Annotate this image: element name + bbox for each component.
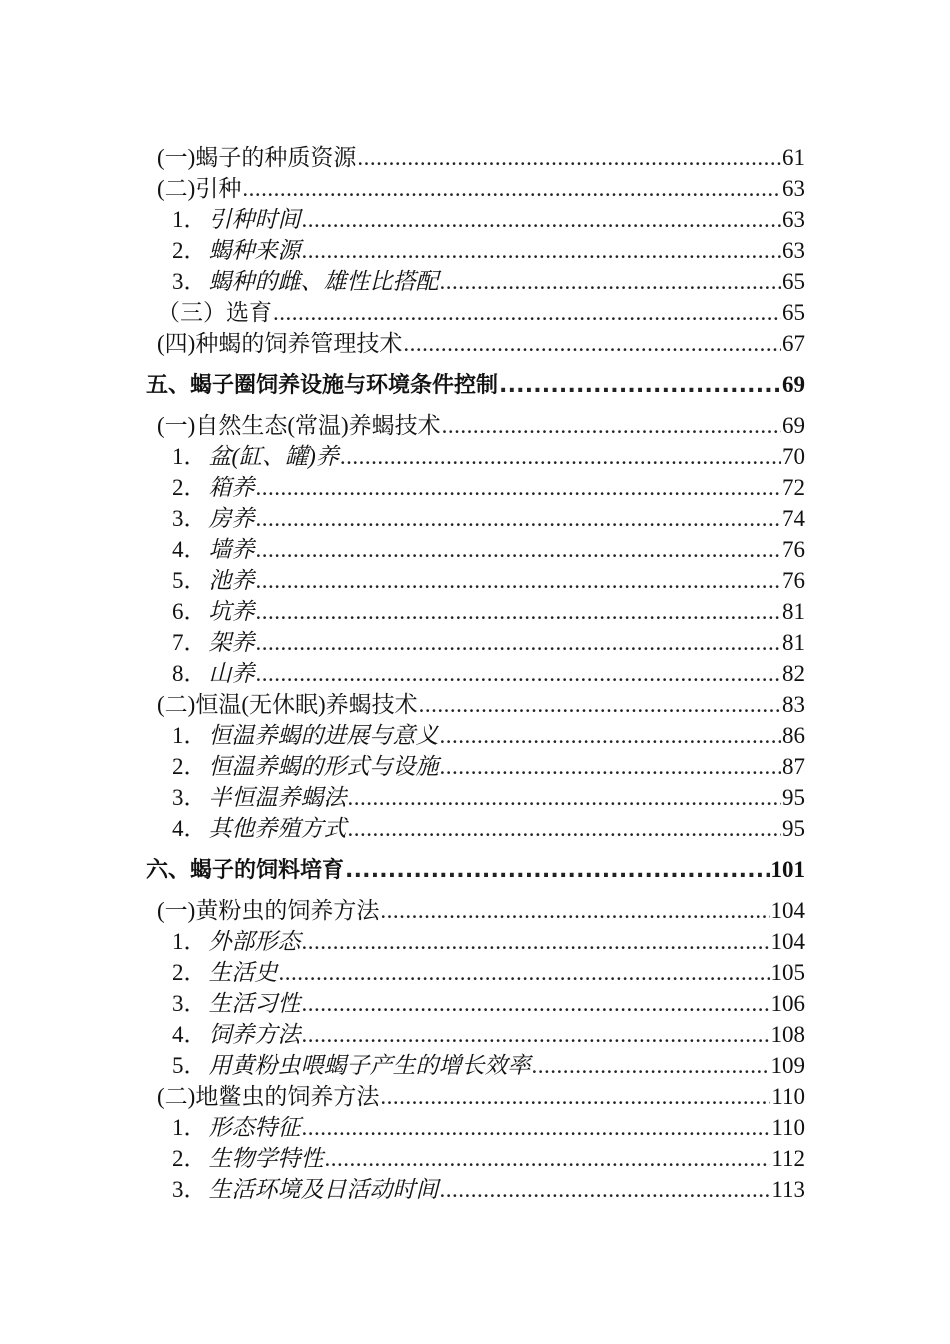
toc-entry-number: 3．	[172, 506, 207, 531]
dot-leader	[403, 328, 781, 359]
dot-leader	[302, 988, 770, 1019]
dot-leader	[440, 751, 782, 782]
toc-entry-title	[172, 204, 301, 235]
toc-page-number: 69	[782, 413, 805, 438]
toc-item	[172, 235, 805, 266]
toc-item	[172, 1174, 805, 1205]
dot-leader	[256, 472, 782, 503]
toc-entry-text: 半恒温养蝎法	[208, 785, 347, 810]
dot-leader	[302, 1019, 770, 1050]
toc-entry-number: 4．	[172, 1022, 207, 1047]
toc-page-number: 74	[782, 506, 805, 531]
toc-page-number: 69	[782, 372, 805, 397]
toc-entry-title	[157, 689, 418, 720]
toc-page-number: 70	[782, 444, 805, 469]
toc-entry-number: 4．	[172, 816, 207, 841]
toc-chapter	[146, 854, 805, 885]
toc-item	[172, 1143, 805, 1174]
toc-page-number: 101	[770, 857, 805, 882]
toc-page-number: 105	[770, 960, 805, 985]
dot-leader	[256, 596, 782, 627]
toc-entry-number: 1．	[172, 1115, 207, 1140]
toc-item	[172, 751, 805, 782]
toc-entry-text: (二)引种	[157, 176, 242, 201]
toc-entry-title	[157, 142, 356, 173]
toc-page-number: 95	[782, 785, 805, 810]
toc-item	[172, 1112, 805, 1143]
toc-entry-text: (四)种蝎的饲养管理技术	[157, 331, 403, 356]
toc-entry-text: 生物学特性	[208, 1146, 324, 1171]
dot-leader	[279, 957, 770, 988]
toc-page-number: 109	[770, 1053, 805, 1078]
toc-entry-text: 其他养殖方式	[208, 816, 347, 841]
toc-entry-title	[172, 627, 255, 658]
toc-item	[172, 441, 805, 472]
toc-entry-number: 2．	[172, 1146, 207, 1171]
toc-page-number: 83	[782, 692, 805, 717]
toc-entry-title	[172, 441, 339, 472]
dot-leader	[302, 204, 782, 235]
toc-entry-title	[172, 596, 255, 627]
toc-entry-number: 2．	[172, 960, 207, 985]
toc-page-number: 61	[782, 145, 805, 170]
toc-section	[157, 689, 805, 720]
toc-entry-text: 山养	[208, 661, 255, 686]
toc-entry-title	[157, 328, 402, 359]
toc-item	[172, 534, 805, 565]
toc-entry-title	[172, 1019, 301, 1050]
toc-page-number: 112	[771, 1146, 805, 1171]
toc-entry-text: 箱养	[208, 475, 255, 500]
toc-entry-title	[157, 173, 241, 204]
toc-entry-number: 5．	[172, 1053, 207, 1078]
toc-entry-text: 生活习性	[208, 991, 301, 1016]
toc-item	[172, 957, 805, 988]
toc-entry-title	[146, 855, 344, 886]
toc-item	[172, 503, 805, 534]
dot-leader	[419, 689, 781, 720]
dot-leader	[273, 297, 781, 328]
toc-entry-title	[172, 235, 301, 266]
toc-entry-title	[172, 1112, 301, 1143]
toc-entry-text: 六、蝎子的饲料培育	[146, 858, 345, 883]
dot-leader	[440, 266, 782, 297]
dot-leader	[380, 895, 769, 926]
toc-entry-text: 引种时间	[208, 207, 301, 232]
toc-entry-text: (二)恒温(无休眠)养蝎技术	[157, 692, 418, 717]
toc-entry-title	[172, 266, 439, 297]
toc-section	[157, 328, 805, 359]
toc-entry-title	[172, 1174, 439, 1205]
toc-entry-text: (二)地鳖虫的饲养方法	[157, 1084, 380, 1109]
toc-page-number: 86	[782, 723, 805, 748]
toc-item	[172, 658, 805, 689]
toc-entry-text: (一)黄粉虫的饲养方法	[157, 898, 380, 923]
toc-entry-text: 房养	[208, 506, 255, 531]
toc-entry-number: 3．	[172, 785, 207, 810]
toc-entry-title	[157, 895, 379, 926]
toc-page-number: 72	[782, 475, 805, 500]
toc-item	[172, 988, 805, 1019]
toc-entry-text: 用黄粉虫喂蝎子产生的增长效率	[208, 1053, 531, 1078]
toc-entry-title	[172, 720, 439, 751]
toc-entry-title	[172, 658, 255, 689]
toc-entry-number: 2．	[172, 754, 207, 779]
toc-item	[172, 627, 805, 658]
toc-entry-text: 形态特征	[208, 1115, 301, 1140]
toc-item	[172, 472, 805, 503]
toc-item	[172, 266, 805, 297]
dot-leader	[442, 410, 781, 441]
toc-entry-text: (一)自然生态(常温)养蝎技术	[157, 413, 441, 438]
toc-entry-text: 蝎种的雌、雄性比搭配	[208, 269, 439, 294]
toc-item	[172, 782, 805, 813]
toc-item	[172, 596, 805, 627]
toc-entry-text: 盆(缸、罐)养	[208, 444, 339, 469]
toc-entry-number: 8．	[172, 661, 207, 686]
toc-entry-number: 1．	[172, 207, 207, 232]
dot-leader	[340, 441, 781, 472]
toc-entry-text: 饲养方法	[208, 1022, 301, 1047]
toc-entry-number: 1．	[172, 444, 207, 469]
toc-entry-number: 7．	[172, 630, 207, 655]
dot-leader	[348, 813, 782, 844]
toc-entry-number: 4．	[172, 537, 207, 562]
toc-page-number: 113	[771, 1177, 805, 1202]
toc-entry-text: （三）选育	[157, 300, 272, 325]
toc-entry-text: 生活环境及日活动时间	[208, 1177, 439, 1202]
toc-entry-text: 恒温养蝎的形式与设施	[208, 754, 439, 779]
toc-page-number: 82	[782, 661, 805, 686]
toc-item	[172, 720, 805, 751]
dot-leader	[325, 1143, 771, 1174]
toc-entry-text: 生活史	[208, 960, 278, 985]
toc-entry-title	[172, 813, 347, 844]
toc-item	[172, 1050, 805, 1081]
toc-entry-number: 3．	[172, 1177, 207, 1202]
toc-page-number: 67	[782, 331, 805, 356]
toc-page-number: 76	[782, 537, 805, 562]
toc-chapter	[146, 369, 805, 400]
toc-entry-text: 池养	[208, 568, 255, 593]
toc-section	[157, 895, 805, 926]
toc-page-number: 110	[771, 1084, 805, 1109]
toc-entry-title	[157, 410, 441, 441]
toc-entry-title	[172, 751, 439, 782]
toc-entry-text: 架养	[208, 630, 255, 655]
toc-item	[172, 926, 805, 957]
toc-item	[172, 204, 805, 235]
toc-page-number: 106	[770, 991, 805, 1016]
toc-entry-text: 坑养	[208, 599, 255, 624]
toc-entry-title	[172, 782, 347, 813]
toc-item	[172, 565, 805, 596]
toc-page-number: 63	[782, 207, 805, 232]
dot-leader	[532, 1050, 770, 1081]
toc-entry-title	[172, 926, 301, 957]
toc-section	[157, 1081, 805, 1112]
toc-page-number: 95	[782, 816, 805, 841]
toc-entry-text: 蝎种来源	[208, 238, 301, 263]
dot-leader	[440, 720, 782, 751]
toc-entry-title	[172, 565, 255, 596]
toc-item	[172, 813, 805, 844]
toc-entry-text: 五、蝎子圈饲养设施与环境条件控制	[146, 373, 499, 398]
toc-page-number: 76	[782, 568, 805, 593]
toc-page-number: 108	[770, 1022, 805, 1047]
toc-entry-number: 3．	[172, 991, 207, 1016]
toc-page-number: 104	[770, 929, 805, 954]
dot-leader	[345, 855, 769, 886]
dot-leader	[242, 173, 781, 204]
toc-entry-title	[172, 988, 301, 1019]
toc-section	[157, 297, 805, 328]
toc-page-number: 81	[782, 630, 805, 655]
toc-section	[157, 173, 805, 204]
dot-leader	[302, 926, 770, 957]
toc-entry-title	[157, 297, 272, 328]
toc-entry-number: 2．	[172, 475, 207, 500]
toc-page-number: 81	[782, 599, 805, 624]
toc-section	[157, 410, 805, 441]
toc-item	[172, 1019, 805, 1050]
toc-entry-title	[172, 534, 255, 565]
toc-entry-number: 6．	[172, 599, 207, 624]
dot-leader	[256, 658, 782, 689]
toc-entry-text: 墙养	[208, 537, 255, 562]
toc-page-number: 65	[782, 300, 805, 325]
toc-entry-number: 5．	[172, 568, 207, 593]
dot-leader	[256, 534, 782, 565]
dot-leader	[302, 235, 782, 266]
dot-leader	[302, 1112, 771, 1143]
toc-entry-title	[172, 1143, 324, 1174]
toc-entry-title	[172, 503, 255, 534]
toc-entry-title	[172, 472, 255, 503]
dot-leader	[380, 1081, 770, 1112]
dot-leader	[440, 1174, 771, 1205]
toc-entry-text: 恒温养蝎的进展与意义	[208, 723, 439, 748]
toc-entry-title	[172, 957, 278, 988]
dot-leader	[256, 627, 782, 658]
toc-entry-number: 1．	[172, 929, 207, 954]
dot-leader	[357, 142, 781, 173]
toc-page-number: 63	[782, 176, 805, 201]
toc-entry-number: 2．	[172, 238, 207, 263]
dot-leader	[256, 565, 782, 596]
toc-entry-text: 外部形态	[208, 929, 301, 954]
toc-entry-number: 1．	[172, 723, 207, 748]
toc-page-number: 110	[771, 1115, 805, 1140]
toc-entry-text: (一)蝎子的种质资源	[157, 145, 357, 170]
toc-entry-title	[146, 370, 498, 401]
toc-page-number: 65	[782, 269, 805, 294]
toc-page-number: 87	[782, 754, 805, 779]
toc-page-number: 104	[770, 898, 805, 923]
toc-entry-title	[157, 1081, 379, 1112]
dot-leader	[256, 503, 782, 534]
dot-leader	[499, 370, 781, 401]
dot-leader	[348, 782, 782, 813]
toc-page-number: 63	[782, 238, 805, 263]
toc-entry-title	[172, 1050, 531, 1081]
toc-entry-number: 3．	[172, 269, 207, 294]
toc-section	[157, 142, 805, 173]
